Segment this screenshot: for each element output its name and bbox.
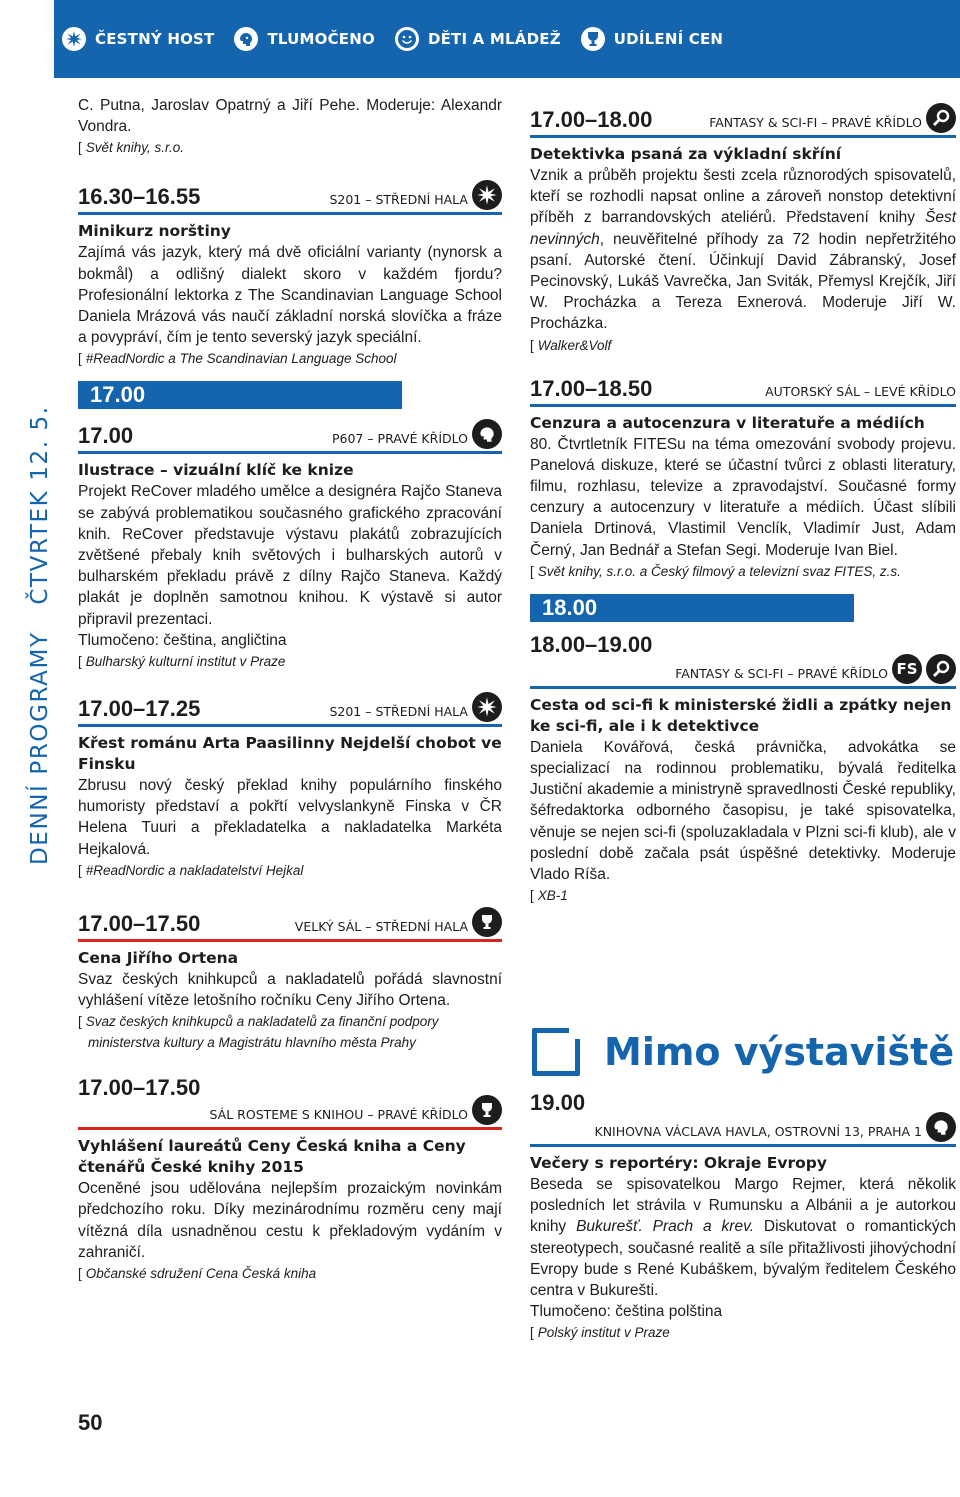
fs-badge-icon: FS	[892, 654, 922, 684]
legend-label: DĚTI A MLÁDEŽ	[427, 30, 561, 48]
right-column	[530, 95, 956, 906]
event-header	[78, 180, 502, 215]
event-ceska-kniha	[78, 1075, 502, 1284]
event-source: [ XB-1	[530, 888, 568, 904]
event-orten	[78, 907, 502, 1053]
legend-star	[62, 27, 214, 51]
event-place: P607 – PRAVÉ KŘÍDLO	[332, 419, 502, 449]
magnifier-icon	[926, 654, 956, 684]
hour-bar-1700: 17.00	[78, 381, 402, 409]
legend-speaker	[234, 27, 374, 51]
mimo-section	[530, 1028, 956, 1343]
event-header	[78, 907, 502, 942]
event-title: Večery s reportéry: Okraje Evropy	[530, 1154, 827, 1172]
legend-label: ČESTNÝ HOST	[95, 30, 215, 48]
legend-trophy	[581, 27, 723, 51]
intro-source: [ Svět knihy, s.r.o.	[78, 140, 185, 156]
star-icon	[472, 180, 502, 210]
legend-label: TLUMOČENO	[267, 30, 375, 48]
page-number: 50	[78, 1410, 103, 1435]
event-vecery	[530, 1090, 956, 1343]
speaker-icon	[926, 1112, 956, 1142]
magnifier-icon	[926, 103, 956, 133]
event-time: 17.00–17.25	[78, 696, 201, 722]
event-place: FANTASY & SCI-FI – PRAVÉ KŘÍDLO FS	[675, 654, 956, 684]
event-description: Zajímá vás jazyk, který má dvě oficiální varianty (nynorsk a bokmål) a odlišný dialekt skoro v každém fjordu? Profesionální lektorka z The Scandinavian Language School Daniela Mrázová vás naučí základní norská slovíčka a fráze a povypráví, čím je tento severský jazyk speciální.	[78, 244, 502, 347]
event-description: Vznik a průběh projektu šesti zcela různorodých spisovatelů, kteří se rozhodli napsat online a zároveň nonstop detektivní příběh z barrandovských ateliérů. Představení knihy Šest nevinných, neuvěřitelné příhody za 72 hodin nepřetržitého psaní. Autorské čtení. Účinkují David Zábranský, Josef Pecinovský, Lukáš Vavrečka, Jan Sviták, Přemysl Krejčík, Jiří W. Procházka a Tereza Exnerová. Moderuje Jiří W. Procházka.	[530, 167, 956, 333]
event-time: 19.00	[530, 1090, 586, 1115]
event-time: 17.00	[78, 423, 134, 449]
event-header	[530, 632, 956, 689]
event-time: 17.00–18.50	[530, 375, 653, 401]
event-description: Beseda se spisovatelkou Margo Rejmer, která několik posledních let strávila v Rumunsku a Albánii a je autorkou knihy Bukurešť. Prach a krev. Diskutovat o romantických stereotypech, současné realitě a síle přitažlivosti jihovýchodní Evropy bude s René Kubáškem, bývalým ředitelem Českého centra v Bukurešti.	[530, 1176, 956, 1300]
legend-label: UDÍLENÍ CEN	[613, 30, 724, 48]
hour-bar-1800: 18.00	[530, 594, 854, 622]
event-source: [ Svět knihy, s.r.o. a Český filmový a televizní svaz FITES, z.s.	[530, 563, 901, 579]
sidebar-label: DENNÍ PROGRAMY ČTVRTEK 12. 5.	[27, 405, 53, 865]
event-interpretation: Tlumočeno: čeština, angličtina	[78, 631, 287, 649]
event-title: Minikurz norštiny	[78, 222, 231, 241]
event-cenzura	[530, 376, 956, 582]
sidebar	[0, 78, 54, 1497]
event-description: Daniela Kovářová, česká právnička, advokátka se specializací na rodinnou problematiku, bývalá ředitelka Justiční akademie a ministryně spravedlnosti České republiky, šéfredaktorka odborného časopisu, je také spisovatelka, věnuje se nejen sci-fi (spoluzakladala v Plzni sci-fi klub), ale v poslední době začala psát úspěšné detektivky. Moderuje Vlado Ríša.	[530, 738, 956, 884]
event-sci-fi	[530, 632, 956, 906]
event-source: [ Bulharský kulturní institut v Praze	[78, 654, 286, 670]
event-place: VELKÝ SÁL – STŘEDNÍ HALA	[295, 907, 502, 937]
event-place: FANTASY & SCI-FI – PRAVÉ KŘÍDLO	[709, 103, 956, 133]
event-time: 18.00–19.00	[530, 631, 653, 657]
event-title: Vyhlášení laureátů Ceny Česká kniha a Ceny čtenářů České knihy 2015	[78, 1137, 466, 1177]
event-title: Křest románu Arta Paasilinny Nejdelší chobot ve Finsku	[78, 734, 502, 774]
event-source: [ Svaz českých knihkupců a nakladatelů za finanční podpory ministerstva kultury a Magistrátu hlavního města Prahy	[78, 1014, 439, 1051]
event-header	[530, 1090, 956, 1147]
event-source: [ Polský institut v Praze	[530, 1325, 670, 1341]
event-place: SÁL ROSTEME S KNIHOU – PRAVÉ KŘÍDLO	[210, 1095, 502, 1125]
event-time: 16.30–16.55	[78, 184, 201, 210]
star-icon	[472, 692, 502, 722]
event-description: Oceněné jsou udělována nejlepším prozaickým novinkám předchozího roku. Díky mezinárodnímu rozměru ceny mají vítězná díla usnadněnou cestu k překladovým vydáním v zahraničí.	[78, 1180, 502, 1261]
event-header	[78, 419, 502, 454]
intro-text: C. Putna, Jaroslav Opatrný a Jiří Pehe. Moderuje: Alexandr Vondra.	[78, 97, 502, 136]
event-title: Cena Jiřího Ortena	[78, 948, 239, 967]
smiley-icon	[395, 27, 419, 51]
speaker-icon	[472, 419, 502, 449]
event-time: 17.00–17.50	[78, 910, 201, 936]
event-source: [ #ReadNordic a nakladatelství Hejkal	[78, 862, 304, 878]
star-icon	[62, 27, 86, 51]
event-time: 17.00–18.00	[530, 107, 653, 132]
mimo-heading: Mimo výstaviště	[604, 1030, 955, 1074]
event-header	[78, 692, 502, 727]
event-description: Svaz českých knihkupců a nakladatelů pořádá slavnostní vyhlášení vítěze letošního ročníku Ceny Jiřího Ortena.	[78, 970, 502, 1010]
event-time: 17.00–17.50	[78, 1075, 201, 1101]
event-detektivka	[530, 103, 956, 356]
event-minikurz	[78, 180, 502, 369]
event-place: KNIHOVNA VÁCLAVA HAVLA, OSTROVNÍ 13, PRAHA 1	[595, 1112, 957, 1142]
event-source: [ Občanské sdružení Cena Česká kniha	[78, 1266, 317, 1282]
trophy-icon	[472, 1095, 502, 1125]
event-description: Zbrusu nový český překlad knihy populárního finského humoristy představí a pokřtí velvyslankyně Finska v ČR Helena Tuuri a překladatelka a nakladatelka Markéta Hejkalová.	[78, 777, 502, 858]
speaker-icon	[234, 27, 258, 51]
mimo-header	[530, 1028, 956, 1076]
event-title: Ilustrace – vizuální klíč ke knize	[78, 461, 354, 480]
event-title: Cenzura a autocenzura v literatuře a médiích	[530, 413, 925, 432]
legend-bar	[54, 0, 960, 78]
event-header	[530, 376, 956, 407]
event-place: S201 – STŘEDNÍ HALA	[329, 692, 502, 722]
event-interpretation: Tlumočeno: čeština polština	[530, 1303, 723, 1321]
event-ilustrace	[78, 419, 502, 672]
trophy-icon	[472, 907, 502, 937]
event-krest	[78, 692, 502, 881]
event-title: Cesta od sci-fi k ministerské židli a zpátky nejen ke sci-fi, ale i k detektivce	[530, 695, 952, 735]
legend-smiley	[395, 27, 561, 51]
event-title: Detektivka psaná za výkladní skříní	[530, 145, 842, 163]
event-description: 80. Čtvrtletník FITESu na téma omezování svobody projevu. Panelová diskuze, které se účastní tvůrci z oblasti literatury, filmu, rozhlasu, televize a zpravodajství. Současné formy cenzury a autocenzury v literatuře a médiích. Účast slíbili Daniela Drtinová, Vlastimil Venclík, Vladimír Just, Adam Černý, Jan Bednář a Stefan Segi. Moderuje Ivan Biel.	[530, 435, 956, 559]
event-place: AUTORSKÝ SÁL – LEVÉ KŘÍDLO	[765, 383, 956, 399]
event-source: [ Walker&Volf	[530, 337, 612, 353]
event-place: S201 – STŘEDNÍ HALA	[329, 180, 502, 210]
event-description: Projekt ReCover mladého umělce a designéra Rajčo Staneva se zabývá problematikou současného grafického zpracování knih. ReCover představuje výstavu plakátů zobrazujících zvětšené přebaly knih světových i bulharských autorů v bulharském překladu právě z dílny Rajčo Staneva. Každý plakát je doplněn samotnou knihou. K výstavě si autor připravil prezentaci.	[78, 483, 502, 628]
trophy-icon	[581, 27, 605, 51]
event-header	[530, 103, 956, 138]
left-column	[78, 95, 502, 1284]
checkbox-icon	[532, 1028, 580, 1076]
event-source: [ #ReadNordic a The Scandinavian Language School	[78, 351, 397, 367]
event-header	[78, 1075, 502, 1130]
